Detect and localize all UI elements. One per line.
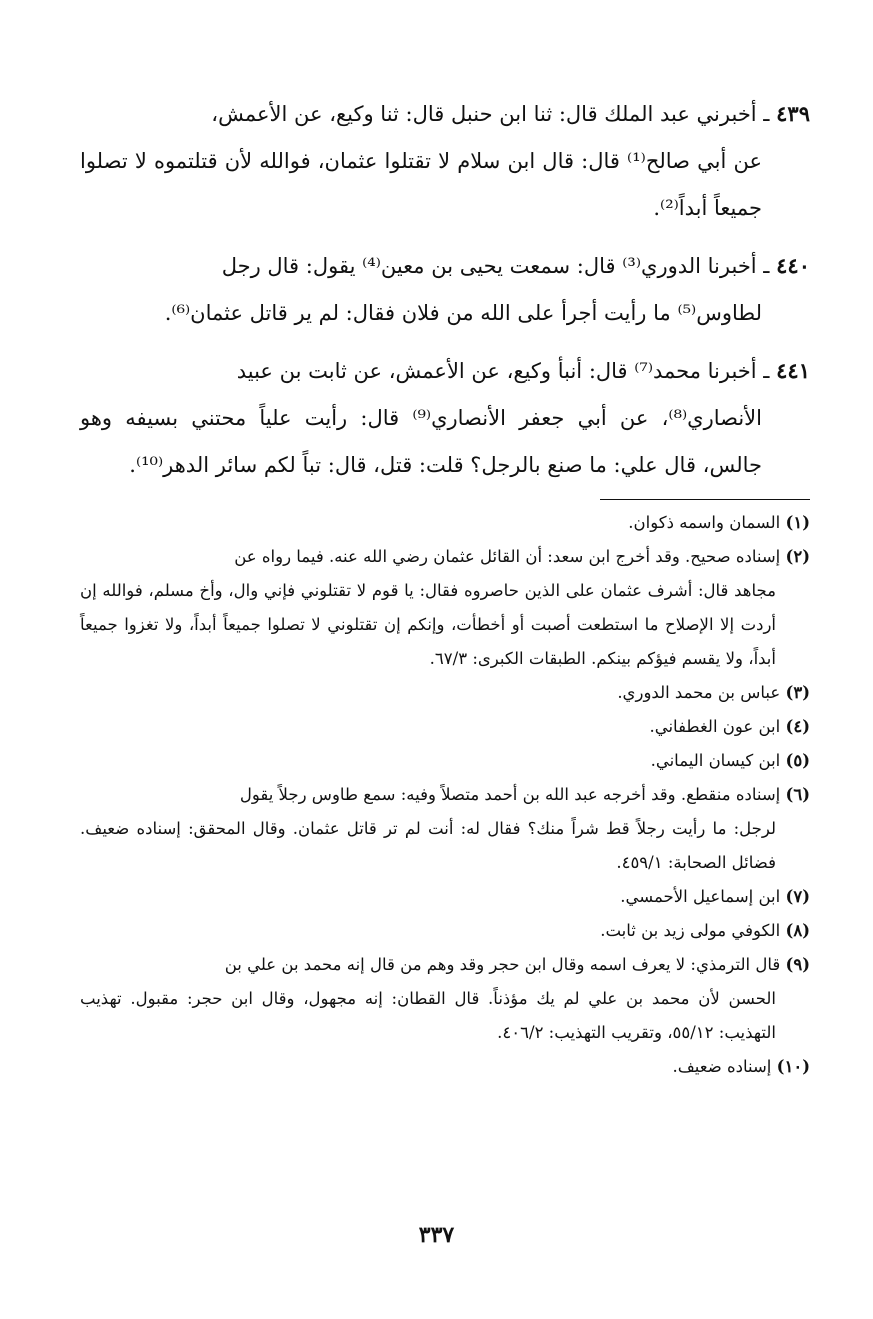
footnote-text: ابن إسماعيل الأحمسي.: [620, 887, 781, 906]
footnote-1: [80, 506, 810, 540]
page-content: [80, 90, 810, 1084]
footnote-text: عباس بن محمد الدوري.: [617, 683, 781, 702]
footnote-text: السمان واسمه ذكوان.: [628, 513, 781, 532]
footnote-label: (١٠): [776, 1057, 810, 1076]
page-number: ٣٣٧: [418, 1222, 455, 1248]
footnote-8: [80, 914, 810, 948]
footnote-text: إسناده صحيح. وقد أخرج ابن سعد: أن القائل عثمان رضي الله عنه. فيما رواه عن: [234, 547, 781, 566]
footnote-label: (٨): [785, 921, 810, 940]
footnote-3: [80, 676, 810, 710]
hadith-entry-441: [80, 347, 810, 489]
entry-number: ٤٤٠: [776, 253, 810, 278]
footnote-text: الكوفي مولى زيد بن ثابت.: [600, 921, 781, 940]
footnote-label: (١): [785, 513, 810, 532]
footnote-text: ابن عون الغطفاني.: [649, 717, 781, 736]
footnote-label: (٢): [785, 547, 810, 566]
footnote-divider: [600, 499, 810, 500]
footnote-4: [80, 710, 810, 744]
entry-text: ـ أخبرني عبد الملك قال: ثنا ابن حنبل قال: ثنا وكيع، عن الأعمش،: [211, 102, 770, 126]
footnote-label: (٥): [785, 751, 810, 770]
footnote-text: ابن كيسان اليماني.: [650, 751, 781, 770]
footnote-label: (٣): [785, 683, 810, 702]
footnote-label: (٦): [785, 785, 810, 804]
footnote-text: قال الترمذي: لا يعرف اسمه وقال ابن حجر وقد وهم من قال إنه محمد بن علي بن: [224, 955, 781, 974]
footnote-9: [80, 948, 810, 1050]
entry-text-continued: الأنصاري⁽⁸⁾، عن أبي جعفر الأنصاري⁽⁹⁾ قال: رأيت علياً محتني بسيفه وهو جالس، قال علي: ما صنع بالرجل؟ قلت: قتل، قال: تباً لكم سائر الدهر⁽¹⁰⁾.: [80, 406, 762, 477]
footnote-text: إسناده منقطع. وقد أخرجه عبد الله بن أحمد متصلاً وفيه: سمع طاوس رجلاً يقول: [239, 785, 781, 804]
footnote-7: [80, 880, 810, 914]
hadith-entry-440: [80, 242, 810, 337]
footnote-text-continued: الحسن لأن محمد بن علي لم يك مؤذناً. قال القطان: إنه مجهول، وقال ابن حجر: مقبول. تهذيب التهذيب: ٥٥/١٢، وتقريب التهذيب: ٤٠٦/٢.: [80, 989, 776, 1042]
entry-number: ٤٤١: [776, 358, 810, 383]
entry-text: ـ أخبرنا محمد⁽⁷⁾ قال: أنبأ وكيع، عن الأعمش، عن ثابت بن عبيد: [236, 359, 770, 383]
entry-text: ـ أخبرنا الدوري⁽³⁾ قال: سمعت يحيى بن معين⁽⁴⁾ يقول: قال رجل: [221, 254, 770, 278]
footnote-text-continued: مجاهد قال: أشرف عثمان على الذين حاصروه فقال: يا قوم لا تقتلوني فإني وال، وأخ مسلم، فوالله إن أردت إلا الإصلاح ما استطعت أصبت أو أخطأت، وإنكم إن تقتلوني لا تصلوا جميعاً أبداً، ولا تغزوا جميعاً أبداً، ولا يقسم فيؤكم بينكم. الطبقات الكبرى: ٦٧/٣.: [80, 581, 776, 668]
entry-text-continued: لطاوس⁽⁵⁾ ما رأيت أجرأ على الله من فلان فقال: لم ير قاتل عثمان⁽⁶⁾.: [164, 301, 762, 325]
entry-number: ٤٣٩: [776, 101, 810, 126]
footnote-label: (٤): [785, 717, 810, 736]
footnote-6: [80, 778, 810, 880]
footnote-10: [80, 1050, 810, 1084]
footnote-label: (٩): [785, 955, 810, 974]
footnote-5: [80, 744, 810, 778]
entry-text-continued: عن أبي صالح⁽¹⁾ قال: قال ابن سلام لا تقتلوا عثمان، فوالله لأن قتلتموه لا تصلوا جميعاً أبداً⁽²⁾.: [80, 149, 762, 220]
footnote-text-continued: لرجل: ما رأيت رجلاً قط شراً منك؟ فقال له: أنت لم تر قاتل عثمان. وقال المحقق: إسناده ضعيف. فضائل الصحابة: ٤٥٩/١.: [80, 819, 776, 872]
footnote-text: إسناده ضعيف.: [672, 1057, 772, 1076]
footnote-2: [80, 540, 810, 676]
footnote-label: (٧): [785, 887, 810, 906]
hadith-entry-439: [80, 90, 810, 232]
